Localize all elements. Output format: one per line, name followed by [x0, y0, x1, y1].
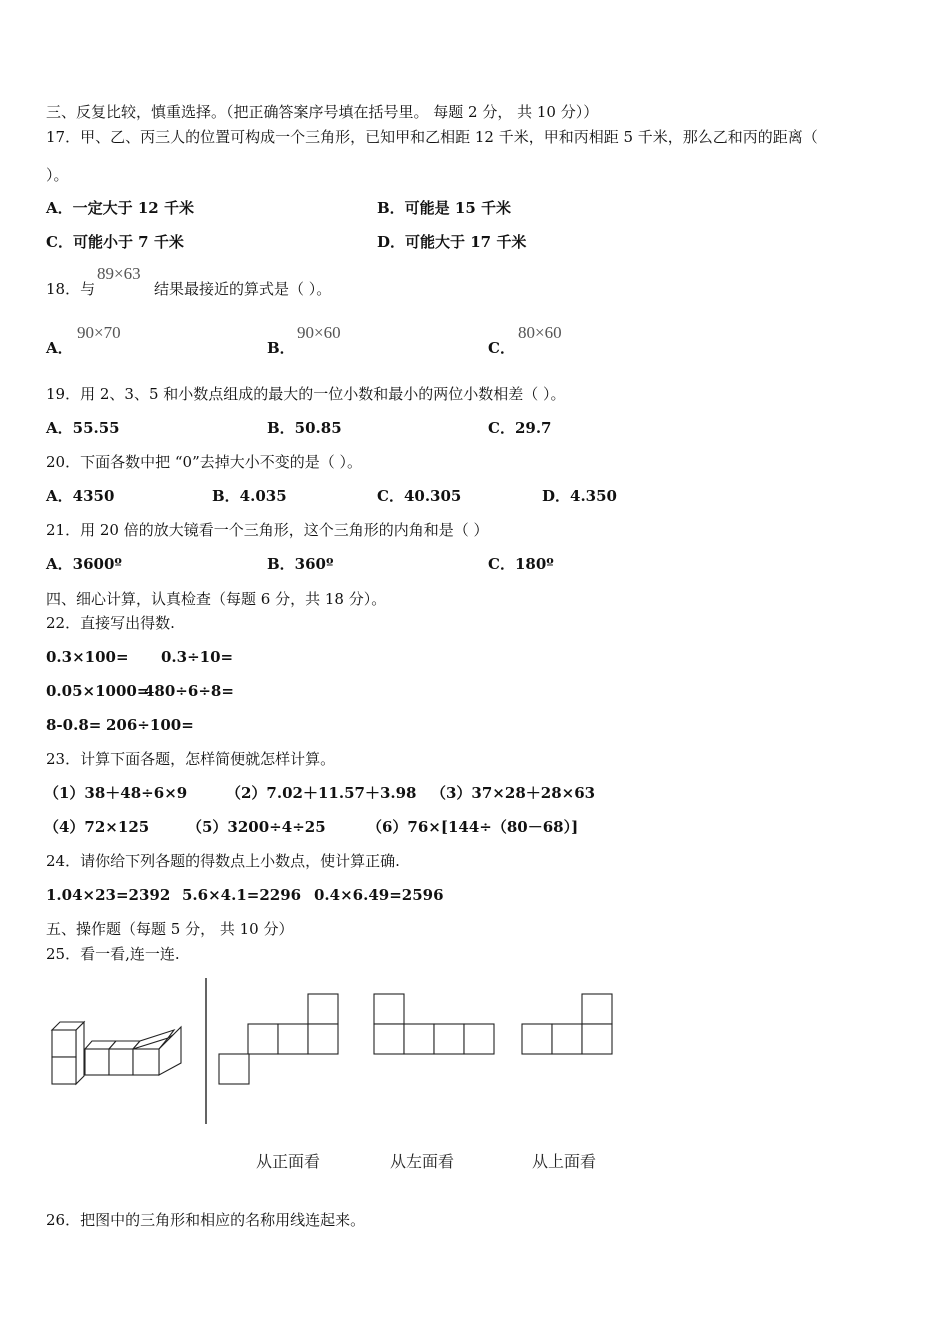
section-5-heading: 五、操作题（每题 5 分， 共 10 分） [46, 920, 294, 938]
section-4-heading: 四、细心计算，认真检查（每题 6 分，共 18 分）。 [46, 590, 387, 608]
question-21-option-c[interactable]: C．180º [488, 555, 554, 573]
question-24-title: 24．请你给下列各题的得数点上小数点，使计算正确. [46, 852, 400, 870]
question-17-option-b[interactable]: B．可能是 15 千米 [377, 199, 511, 217]
q23-item-1: （1）38＋48÷6×9 [44, 784, 188, 802]
caption-left-view: 从左面看 [390, 1152, 455, 1171]
question-23-title: 23．计算下面各题，怎样简便就怎样计算。 [46, 750, 336, 768]
question-17-option-a[interactable]: A．一定大于 12 千米 [46, 199, 194, 217]
q22-item-2: 0.3÷10= [161, 648, 234, 666]
question-18-option-b-formula: 90×60 [297, 323, 341, 342]
question-18-prefix: 18．与 [46, 280, 96, 298]
caption-top-view: 从上面看 [532, 1152, 597, 1171]
view-shape-3 [521, 993, 615, 1055]
question-20-option-a[interactable]: A．4350 [46, 487, 115, 505]
section-3-heading: 三、反复比较，慎重选择。（把正确答案序号填在括号里。 每题 2 分， 共 10 分）） [46, 103, 599, 121]
question-18-option-c-label[interactable]: C． [488, 339, 515, 357]
cube-stack-figure [40, 1018, 190, 1090]
question-21-option-b[interactable]: B．360º [267, 555, 334, 573]
q24-item-3: 0.4×6.49=2596 [314, 886, 444, 904]
question-19-option-b[interactable]: B．50.85 [267, 419, 342, 437]
q22-item-6: 206÷100= [106, 716, 194, 734]
q23-item-5: （5）3200÷4÷25 [187, 818, 326, 836]
question-20-stem: 20．下面各数中把 “0”去掉大小不变的是（ ）。 [46, 453, 363, 471]
question-21-stem: 21．用 20 倍的放大镜看一个三角形，这个三角形的内角和是（ ） [46, 521, 489, 539]
question-19-stem: 19．用 2、3、5 和小数点组成的最大的一位小数和最小的两位小数相差（ ）。 [46, 385, 566, 403]
question-21-option-a[interactable]: A．3600º [46, 555, 122, 573]
view-shape-1 [218, 993, 340, 1085]
question-22-title: 22．直接写出得数. [46, 614, 175, 632]
question-19-option-c[interactable]: C．29.7 [488, 419, 552, 437]
q22-item-3: 0.05×1000= [46, 682, 150, 700]
question-17-option-c[interactable]: C．可能小于 7 千米 [46, 233, 184, 251]
q24-item-2: 5.6×4.1=2296 [182, 886, 302, 904]
q23-item-6: （6）76×[144÷（80－68）] [367, 818, 579, 836]
question-18-option-c-formula: 80×60 [518, 323, 562, 342]
question-18-suffix: 结果最接近的算式是（ ）。 [154, 280, 332, 298]
q22-item-1: 0.3×100= [46, 648, 129, 666]
caption-front-view: 从正面看 [256, 1152, 321, 1171]
question-17-stem: 17．甲、乙、丙三人的位置可构成一个三角形，已知甲和乙相距 12 千米，甲和丙相距 5 千米，那么乙和丙的距离（ [46, 128, 818, 146]
question-17-option-d[interactable]: D．可能大于 17 千米 [377, 233, 527, 251]
question-18-option-a-formula: 90×70 [77, 323, 121, 342]
figure-divider [204, 978, 208, 1124]
question-20-option-c[interactable]: C．40.305 [377, 487, 462, 505]
question-18-option-a-label[interactable]: A． [46, 339, 73, 357]
view-shape-2 [373, 993, 497, 1055]
question-20-option-d[interactable]: D．4.350 [542, 487, 617, 505]
q22-item-4: 480÷6÷8= [144, 682, 234, 700]
q22-item-5: 8-0.8= [46, 716, 102, 734]
question-19-option-a[interactable]: A．55.55 [46, 419, 120, 437]
q23-item-2: （2）7.02＋11.57＋3.98 [226, 784, 417, 802]
question-25-title: 25．看一看,连一连. [46, 945, 180, 963]
q23-item-4: （4）72×125 [44, 818, 150, 836]
q23-item-3: （3）37×28＋28×63 [431, 784, 596, 802]
question-17-stem-continued: ）。 [46, 166, 69, 184]
question-26-title: 26．把图中的三角形和相应的名称用线连起来。 [46, 1211, 366, 1229]
q24-item-1: 1.04×23=2392 [46, 886, 171, 904]
question-18-formula: 89×63 [97, 264, 141, 283]
question-18-option-b-label[interactable]: B． [267, 339, 295, 357]
question-20-option-b[interactable]: B．4.035 [212, 487, 287, 505]
